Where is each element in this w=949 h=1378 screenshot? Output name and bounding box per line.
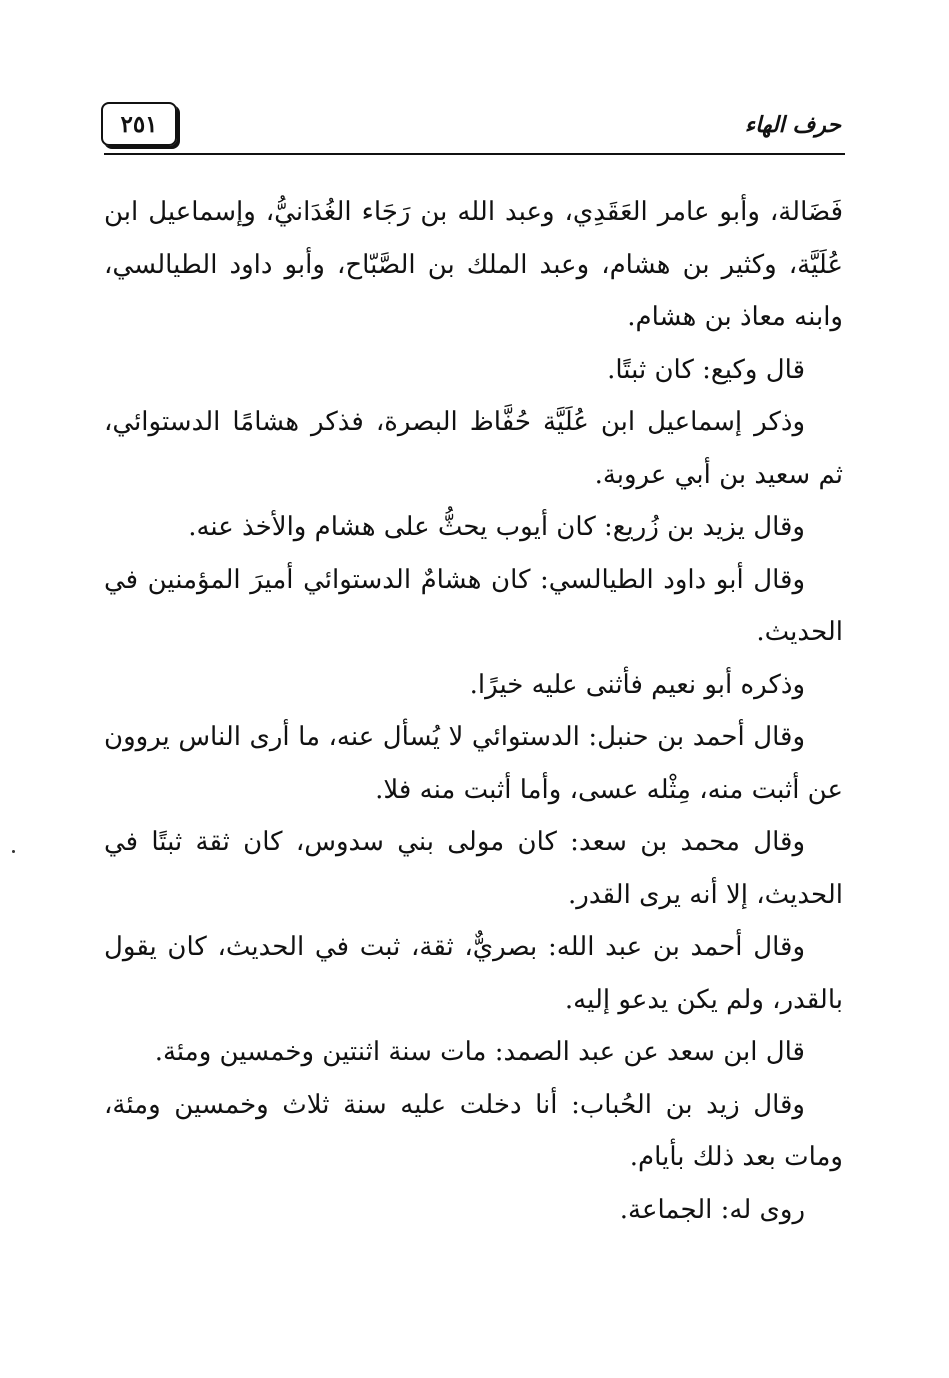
header-rule xyxy=(104,153,845,155)
paragraph: وقال يزيد بن زُريع: كان أيوب يحثُّ على هشام والأخذ عنه. xyxy=(188,512,805,542)
paragraph: وقال أبو داود الطيالسي: كان هشامٌ الدستوائي أميرَ المؤمنين في الحديث. xyxy=(104,564,843,647)
paragraph: روى له: الجماعة. xyxy=(619,1194,805,1225)
paragraph: وقال زيد بن الحُباب: أنا دخلت عليه سنة ثلاث وخمسين ومئة، ومات بعد ذلك بأيام. xyxy=(104,1089,843,1172)
page-number: ٢٥١ xyxy=(101,102,177,146)
page-body xyxy=(104,186,843,1236)
paragraph: وذكر إسماعيل ابن عُلَيَّة حُفَّاظ البصرة، فذكر هشامًا الدستوائي، ثم سعيد بن أبي عروبة. xyxy=(104,407,843,490)
paragraph: قال ابن سعد عن عبد الصمد: مات سنة اثنتين وخمسين ومئة. xyxy=(154,1037,805,1067)
paragraph: وذكره أبو نعيم فأثنى عليه خيرًا. xyxy=(469,669,805,700)
paragraph: قال وكيع: كان ثبتًا. xyxy=(607,354,805,385)
paragraph: وقال أحمد بن عبد الله: بصريٌّ، ثقة، ثبت في الحديث، كان يقول بالقدر، ولم يكن يدعو إليه. xyxy=(104,932,843,1015)
paragraph: وقال محمد بن سعد: كان مولى بني سدوس، كان ثقة ثبتًا في الحديث، إلا أنه يرى القدر. xyxy=(104,827,843,910)
paragraph: فَضَالة، وأبو عامر العَقَدِي، وعبد الله بن رَجَاء الغُدَانيُّ، وإسماعيل ابن عُلَيَّة، وكثير بن هشام، وعبد الملك بن الصَّبّاح، وأبو داود الطيالسي، وابنه معاذ بن هشام. xyxy=(104,197,844,332)
scan-speck xyxy=(12,850,15,853)
paragraph: وقال أحمد بن حنبل: الدستوائي لا يُسأل عنه، ما أرى الناس يروون عن أثبت منه، مِثْله عسى، وأما أثبت منه فلا. xyxy=(104,722,843,805)
running-title: حرف الهاء xyxy=(744,112,841,138)
